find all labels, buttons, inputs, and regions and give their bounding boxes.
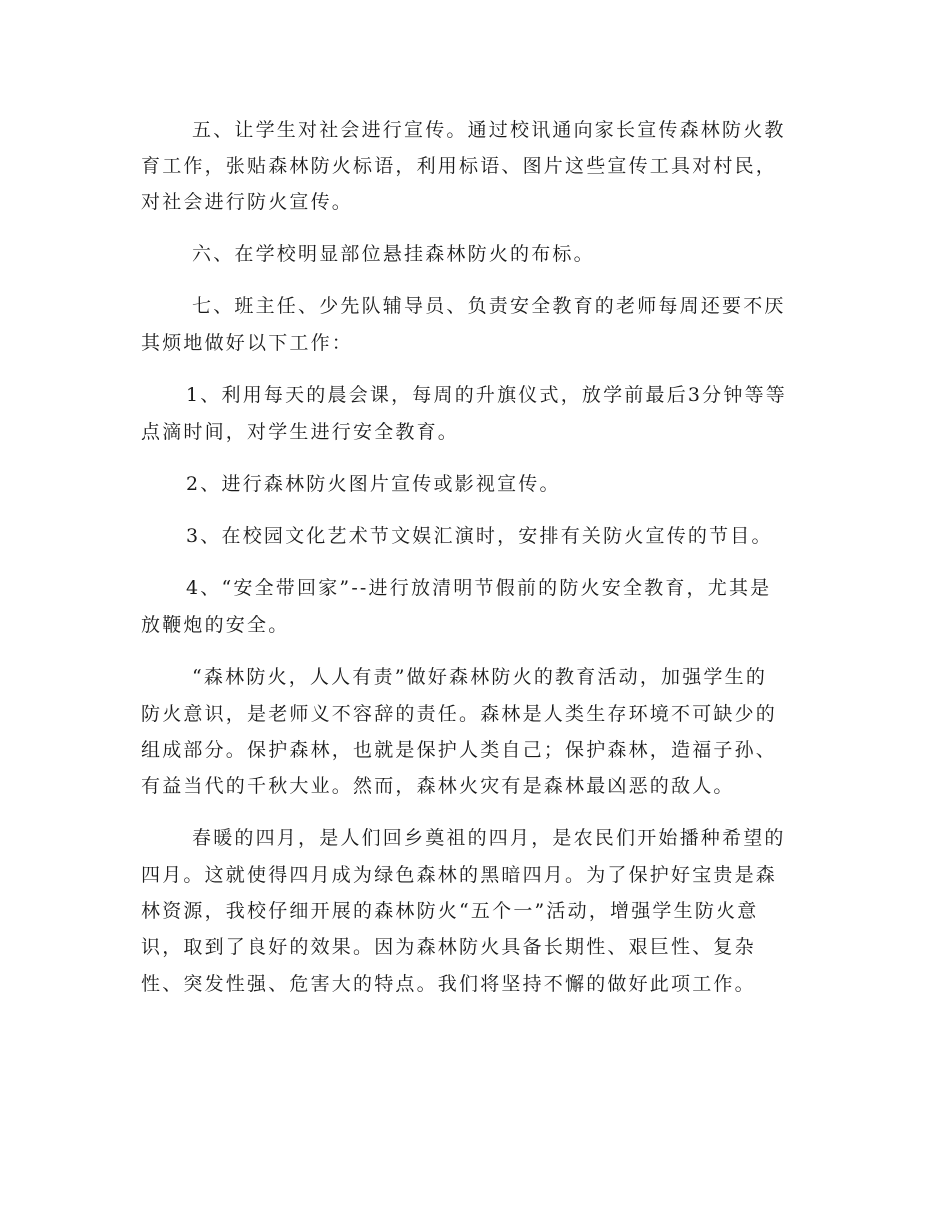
paragraph-5-line-3: 对社会进行防火宣传。 <box>141 191 354 213</box>
list-item-1-line-2: 点滴时间，对学生进行安全教育。 <box>141 421 460 443</box>
paragraph-spring-line-5: 性、突发性强、危害大的特点。我们将坚持不懈的做好此项工作。 <box>141 973 756 995</box>
list-item-4-line-2: 放鞭炮的安全。 <box>141 614 290 636</box>
paragraph-7-line-1: 七、班主任、少先队辅导员、负责安全教育的老师每周还要不厌 <box>192 295 786 317</box>
paragraph-slogan-line-1: “森林防火，人人有责”做好森林防火的教育活动，加强学生的 <box>192 666 768 688</box>
list-item-4-line-1: 4、“安全带回家”--进行放清明节假前的防火安全教育，尤其是 <box>186 577 772 599</box>
list-item-3-line-1: 3、在校园文化艺术节文娱汇演时，安排有关防火宣传的节目。 <box>186 525 773 547</box>
paragraph-slogan-line-4: 有益当代的千秋大业。然而，森林火灾有是森林最凶恶的敌人。 <box>141 775 735 797</box>
paragraph-slogan-line-3: 组成部分。保护森林，也就是保护人类自己；保护森林，造福子孙、 <box>141 739 778 761</box>
paragraph-6-line-1: 六、在学校明显部位悬挂森林防火的布标。 <box>192 243 595 265</box>
paragraph-7-line-2: 其烦地做好以下工作： <box>141 332 354 354</box>
paragraph-spring-line-1: 春暖的四月，是人们回乡奠祖的四月，是农民们开始播种希望的 <box>192 827 786 849</box>
paragraph-spring-line-4: 识，取到了良好的效果。因为森林防火具备长期性、艰巨性、复杂 <box>141 936 756 958</box>
paragraph-slogan-line-2: 防火意识，是老师义不容辞的责任。森林是人类生存环境不可缺少的 <box>141 703 778 725</box>
list-item-1-line-1: 1、利用每天的晨会课，每周的升旗仪式，放学前最后3分钟等等 <box>186 384 787 406</box>
list-item-2-line-1: 2、进行森林防火图片宣传或影视宣传。 <box>186 473 561 495</box>
paragraph-spring-line-2: 四月。这就使得四月成为绿色森林的黑暗四月。为了保护好宝贵是森 <box>141 864 778 886</box>
paragraph-5-line-1: 五、让学生对社会进行宣传。通过校讯通向家长宣传森林防火教 <box>192 119 786 141</box>
paragraph-5-line-2: 育工作，张贴森林防火标语，利用标语、图片这些宣传工具对村民， <box>141 155 778 177</box>
paragraph-spring-line-3: 林资源，我校仔细开展的森林防火“五个一”活动，增强学生防火意 <box>141 900 759 922</box>
